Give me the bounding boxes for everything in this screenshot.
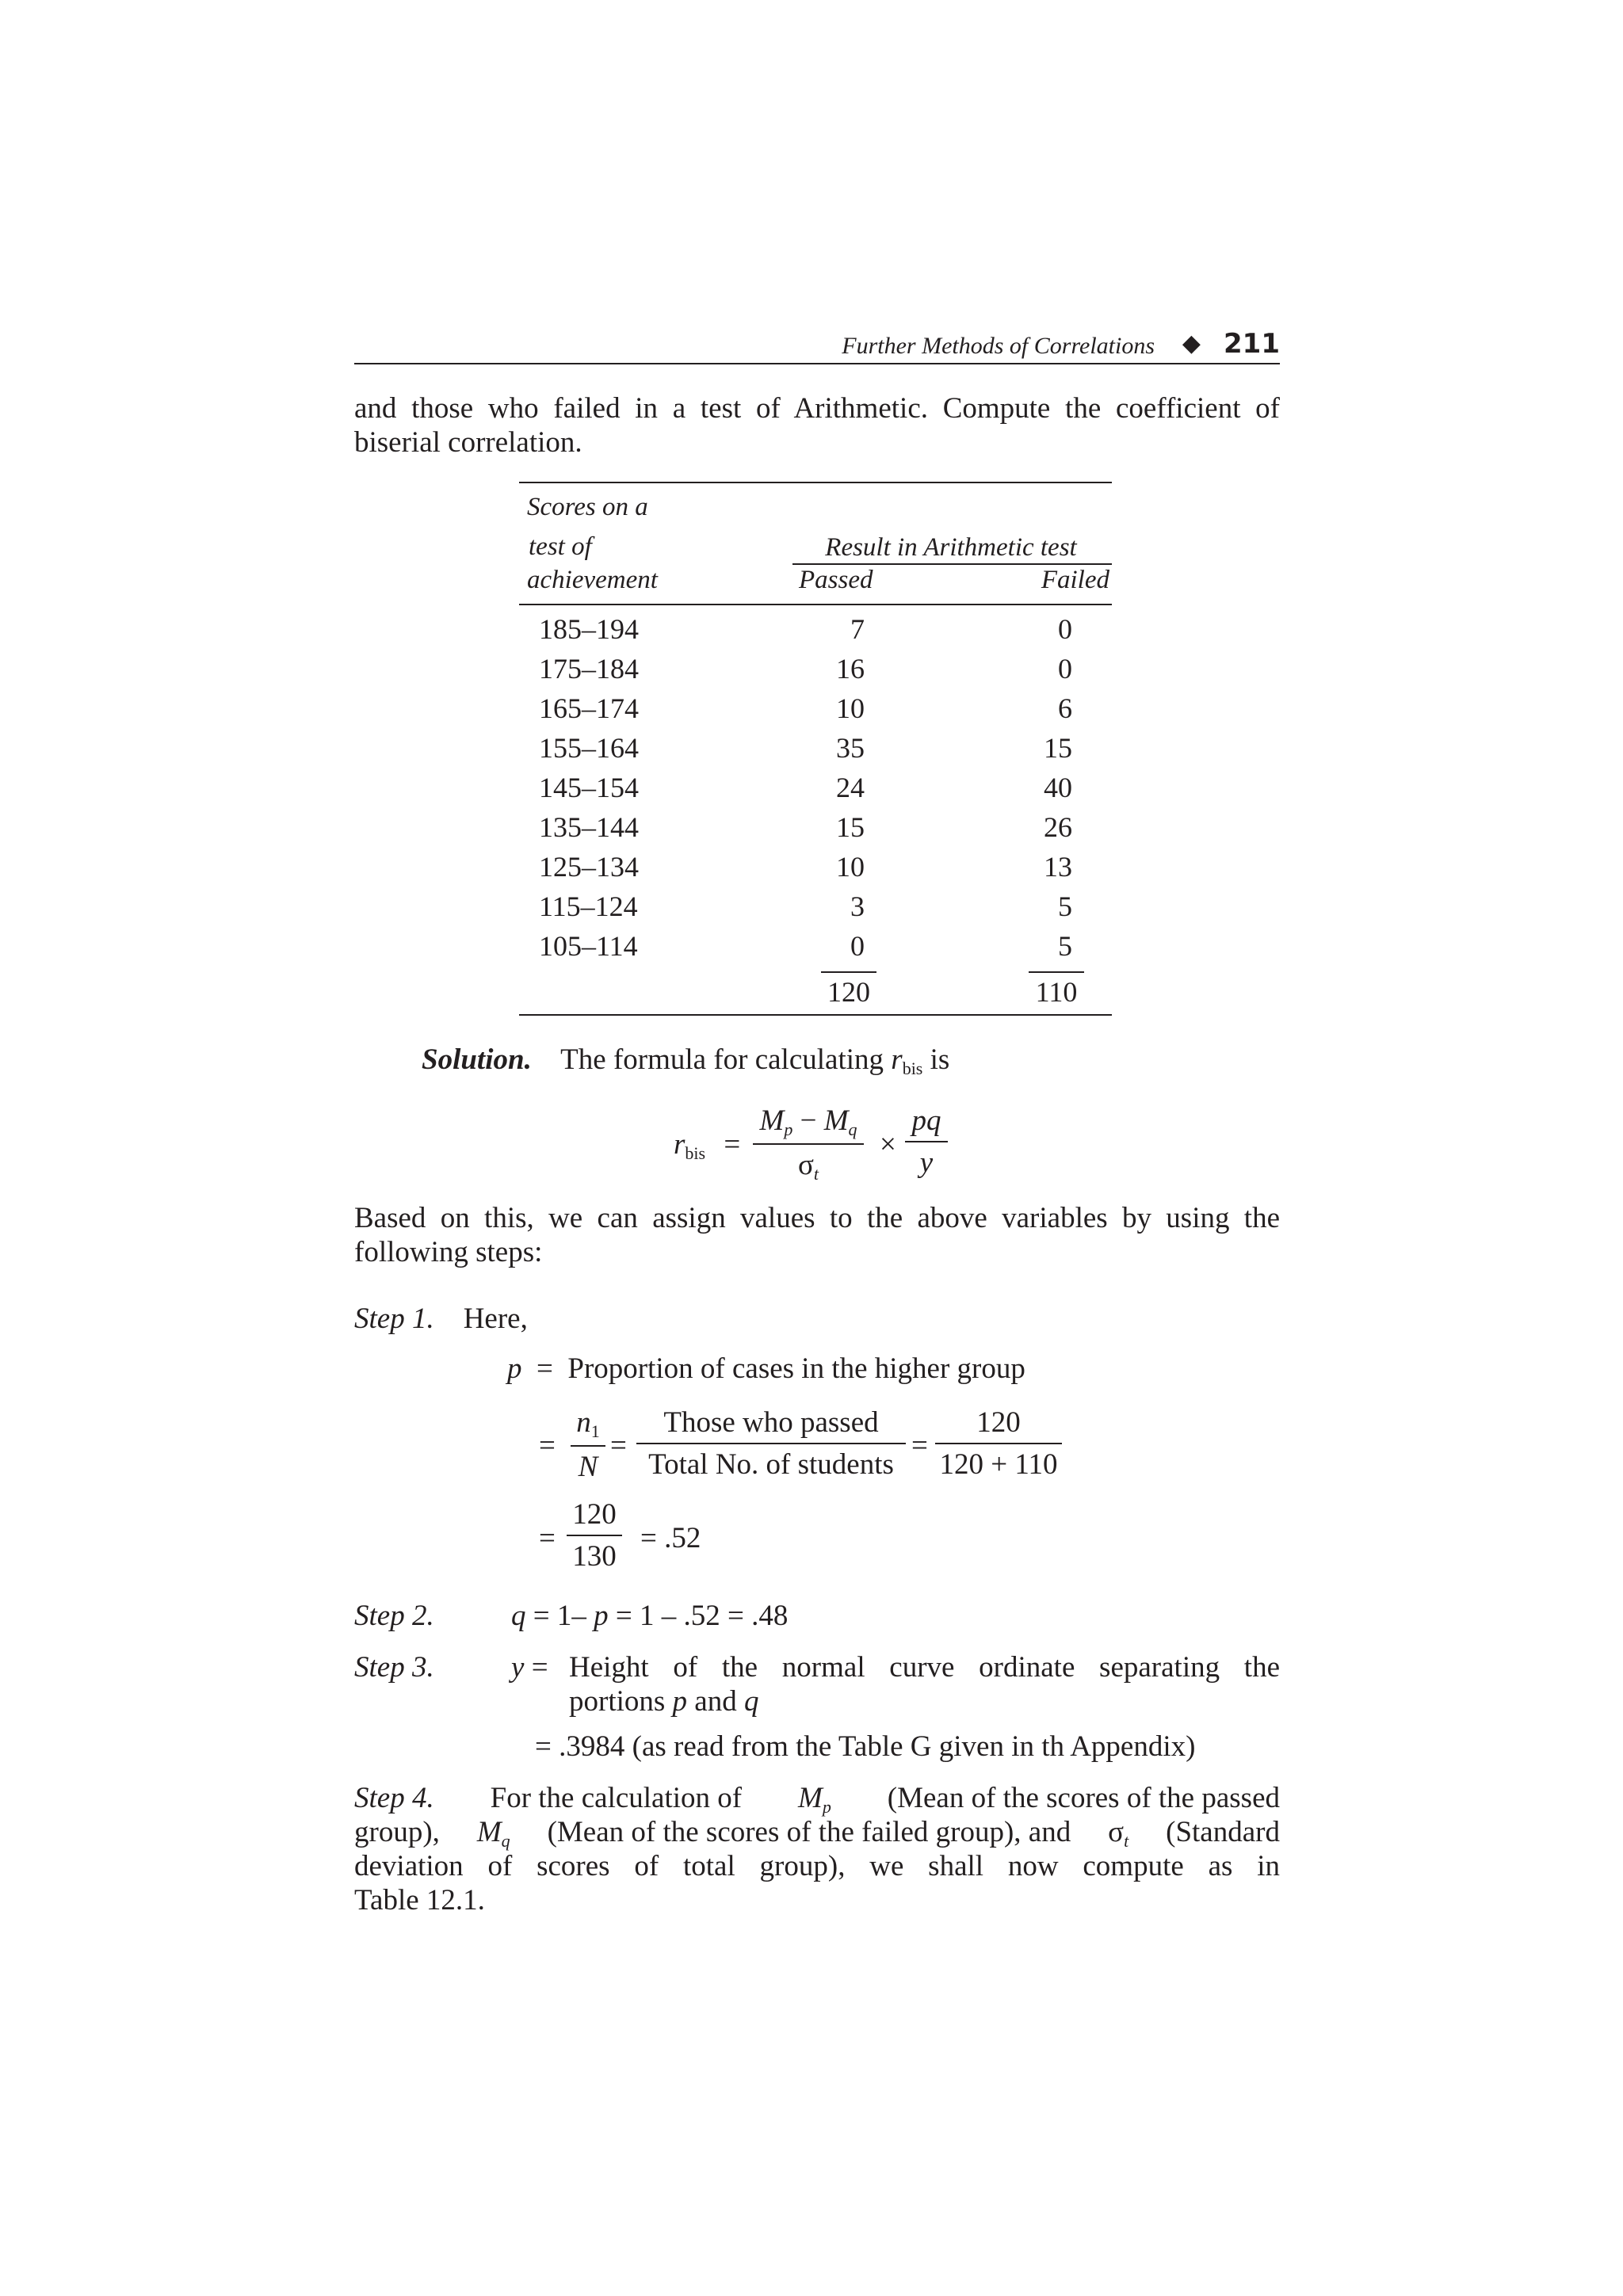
- para-line-2: following steps:: [354, 1236, 543, 1268]
- solution-label: Solution.: [422, 1043, 532, 1076]
- passed-header: Passed: [799, 566, 873, 594]
- p-result: = .52: [640, 1522, 701, 1554]
- row-failed: 40: [1044, 772, 1072, 803]
- row-failed: 5: [1058, 891, 1072, 922]
- step1-heading: Step 1. Here,: [354, 1302, 528, 1335]
- table-top-rule: [519, 482, 1112, 483]
- row-range: 105–114: [539, 930, 638, 962]
- q-computation: q = 1– p = 1 – .52 = .48: [511, 1600, 789, 1632]
- row-range: 185–194: [539, 613, 639, 645]
- mean-difference-fraction: $\frac{M_p - M_q}{\sigma_t}$: [753, 1104, 864, 1184]
- n1-over-N-fraction: $\frac{n_1}{N}$: [571, 1405, 605, 1484]
- row-failed: 15: [1044, 732, 1072, 764]
- result-header: Result in Arithmetic test: [825, 533, 1077, 562]
- row-passed: 35: [836, 732, 865, 764]
- row-range: 155–164: [539, 732, 639, 764]
- row-passed: 3: [850, 891, 865, 922]
- step2-label: Step 2.: [354, 1600, 434, 1632]
- row-passed: 10: [836, 692, 865, 724]
- total-failed: 110: [1035, 976, 1078, 1008]
- para-line-1: Based on this, we can assign values to the above variables by using the: [354, 1202, 1280, 1234]
- col1-header-line-3: achievement: [527, 566, 658, 594]
- step4-label: Step 4.: [354, 1782, 434, 1814]
- page-number: 211: [1224, 328, 1280, 360]
- step3-label: Step 3.: [354, 1651, 434, 1684]
- failed-sum-rule: [1029, 971, 1084, 973]
- row-passed: 24: [836, 772, 865, 803]
- result-header-rule: [792, 563, 1112, 565]
- y-definition-line-2: portions p and q: [569, 1685, 759, 1718]
- step4-line-2: group), $M_q$ (Mean of the scores of the failed group), and $\sigma_t$ (Standard: [354, 1816, 1280, 1851]
- row-range: 165–174: [539, 692, 639, 724]
- diamond-icon: ◆: [1182, 330, 1201, 357]
- p-definition: p = Proportion of cases in the higher group: [507, 1352, 1025, 1385]
- col1-header-line-1: Scores on a: [527, 493, 648, 521]
- row-range: 125–134: [539, 851, 639, 883]
- row-passed: 16: [836, 653, 865, 685]
- row-failed: 13: [1044, 851, 1072, 883]
- y-value: = .3984 (as read from the Table G given in th Appendix): [535, 1730, 1196, 1763]
- simplified-fraction: $\frac{120}{130}$: [567, 1497, 622, 1573]
- row-range: 135–144: [539, 811, 639, 843]
- header-bottom-rule: [519, 604, 1112, 605]
- row-passed: 7: [850, 613, 865, 645]
- running-head: [354, 328, 1280, 364]
- passed-sum-rule: [821, 971, 876, 973]
- numeric-fraction: $\frac{120}{120 + 110}$: [935, 1405, 1062, 1482]
- table-bottom-rule: [519, 1014, 1112, 1016]
- pq-over-y-fraction: $\frac{pq}{y}$: [905, 1104, 948, 1180]
- y-definition-line-1: Height of the normal curve ordinate separating the: [569, 1651, 1280, 1684]
- row-failed: 5: [1058, 930, 1072, 962]
- row-failed: 0: [1058, 653, 1072, 685]
- step4-line-1: Step 4. For the calculation of $M_p$ (Mean of the scores of the passed: [354, 1781, 1280, 1824]
- running-title: Further Methods of Correlations: [842, 333, 1155, 359]
- row-passed: 15: [836, 811, 865, 843]
- total-passed: 120: [827, 976, 870, 1008]
- solution-text: The formula for calculating: [560, 1043, 884, 1076]
- step4-line-4: Table 12.1.: [354, 1884, 485, 1917]
- step1-label: Step 1.: [354, 1302, 434, 1335]
- intro-line-2: biserial correlation.: [354, 426, 582, 459]
- row-failed: 0: [1058, 613, 1072, 645]
- intro-line-1: and those who failed in a test of Arithmetic. Compute the coefficient of: [354, 392, 1280, 425]
- col1-header-line-2: test of: [529, 532, 592, 561]
- step4-line-3: deviation of scores of total group), we shall now compute as in: [354, 1850, 1280, 1882]
- row-range: 145–154: [539, 772, 639, 803]
- row-range: 115–124: [539, 891, 638, 922]
- row-failed: 6: [1058, 692, 1072, 724]
- solution-line: Solution. The formula for calculating $r_{bis}$ is: [422, 1043, 950, 1078]
- row-range: 175–184: [539, 653, 639, 685]
- row-passed: 10: [836, 851, 865, 883]
- passed-over-total-fraction: Those who passed Total No. of students: [636, 1405, 906, 1482]
- row-failed: 26: [1044, 811, 1072, 843]
- row-passed: 0: [850, 930, 865, 962]
- failed-header: Failed: [1041, 566, 1109, 594]
